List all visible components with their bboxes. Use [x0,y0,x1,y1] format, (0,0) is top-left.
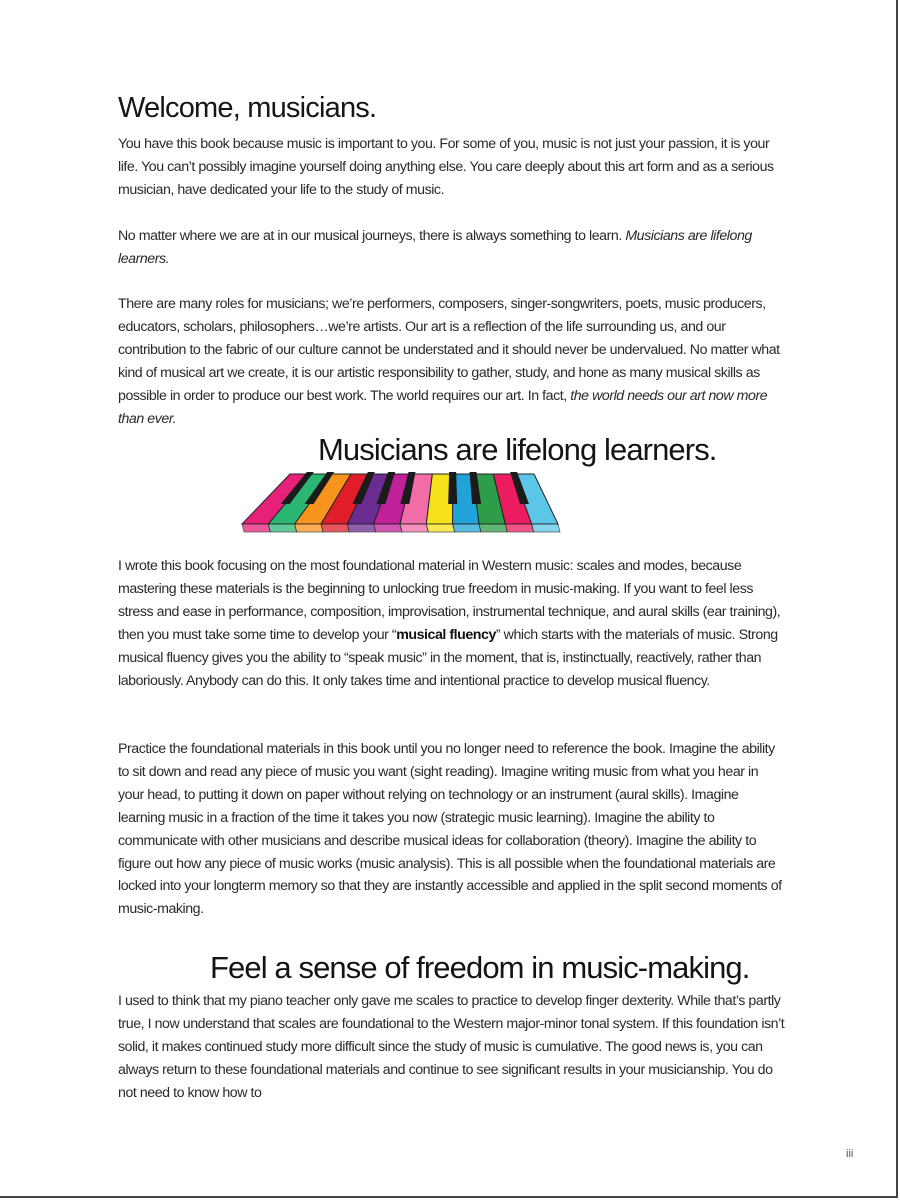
fluency-text-after: ” which starts with the materials of music. Strong musical fluency gives you the ability to “speak music” in the moment, that is, instinctually, reactively, rather than laboriously. Anybody can do this. It only takes time and intentional practice to develop musical fluency. [118,626,778,689]
practice-paragraph: Practice the foundational materials in this book until you no longer need to reference the book. Imagine the ability to sit down and read any piece of music you want (sight reading). Imagine writing music from what you hear in your head, to putting it down on paper without relying on technology or an instrument (aural skills). Imagine learning music in a fraction of the time it takes you now (strategic music learning). Imagine the ability to communicate with other musicians and describe musical ideas for collaboration (theory). Imagine the ability to figure out how any piece of music works (music analysis). This is all possible when the foundational materials are locked into your longterm memory so that they are instantly accessible and applied in the split second moments of music-making. [118,741,782,918]
keyboard-key-front [426,524,454,532]
rainbow-keyboard-illustration [238,466,568,538]
keyboard-key-front [479,524,507,532]
fluency-paragraph [118,555,786,692]
roles-text: There are many roles for musicians; we’re performers, composers, singer-songwriters, poets, music producers, educators, scholars, philosophers…we’re artists. Our art is a reflection of the life surrounding us, and our contribution to the fabric of our culture cannot be understated and it should never be undervalued. No matter what kind of musical art we create, it is our artistic responsibility to gather, study, and hone as many musical skills as possible in order to produce our best work. The world requires our art. In fact, [118,296,780,404]
journey-paragraph [118,225,786,271]
keyboard-key-front [321,524,349,532]
fluency-bold: musical fluency [396,626,496,643]
keyboard-key-front [268,524,296,532]
keyboard-key-front [347,524,375,532]
roles-paragraph [118,293,786,430]
fluency-text-before: I wrote this book focusing on the most foundational material in Western music: scales and modes, because mastering these materials is the beginning to unlocking true freedom in music-making. If you want to feel less stress and ease in performance, composition, improvisation, instrumental technique, and aural skills (ear training), then you must take some time to develop your “ [118,558,781,643]
keyboard-key-front [532,524,560,532]
keyboard-key-front [453,524,481,532]
journey-italic: Musicians are lifelong learners. [118,228,752,267]
journey-text: No matter where we are at in our musical journeys, there is always something to learn. [118,228,626,244]
keyboard-key-front [242,524,270,532]
scales-paragraph: I used to think that my piano teacher only gave me scales to practice to develop finger dexterity. While that’s partly true, I now understand that scales are foundational to the Western major-minor tonal system. If this foundation isn’t solid, it makes continued study more difficult since the study of music is cumulative. The good news is, you can always return to these foundational materials and continue to see significant results in your musicianship. You do not need to know how to [118,993,785,1101]
page-number: iii [846,1148,854,1160]
keyboard-key-front [505,524,533,532]
pull-quote-lifelong: Musicians are lifelong learners. [318,432,717,467]
keyboard-key-front [374,524,402,532]
roles-italic: the world needs our art now more than ever. [118,387,768,427]
intro-paragraph: You have this book because music is important to you. For some of you, music is not just your passion, it is your life. You can’t possibly imagine yourself doing anything else. You care deeply about this art form and as a serious musician, have dedicated your life to the study of music. [118,136,774,198]
pull-quote-freedom: Feel a sense of freedom in music-making. [210,950,750,985]
keyboard-key-front [295,524,323,532]
page-title: Welcome, musicians. [118,92,377,124]
keyboard-key-front [400,524,428,532]
keyboard-black-key [448,472,457,504]
